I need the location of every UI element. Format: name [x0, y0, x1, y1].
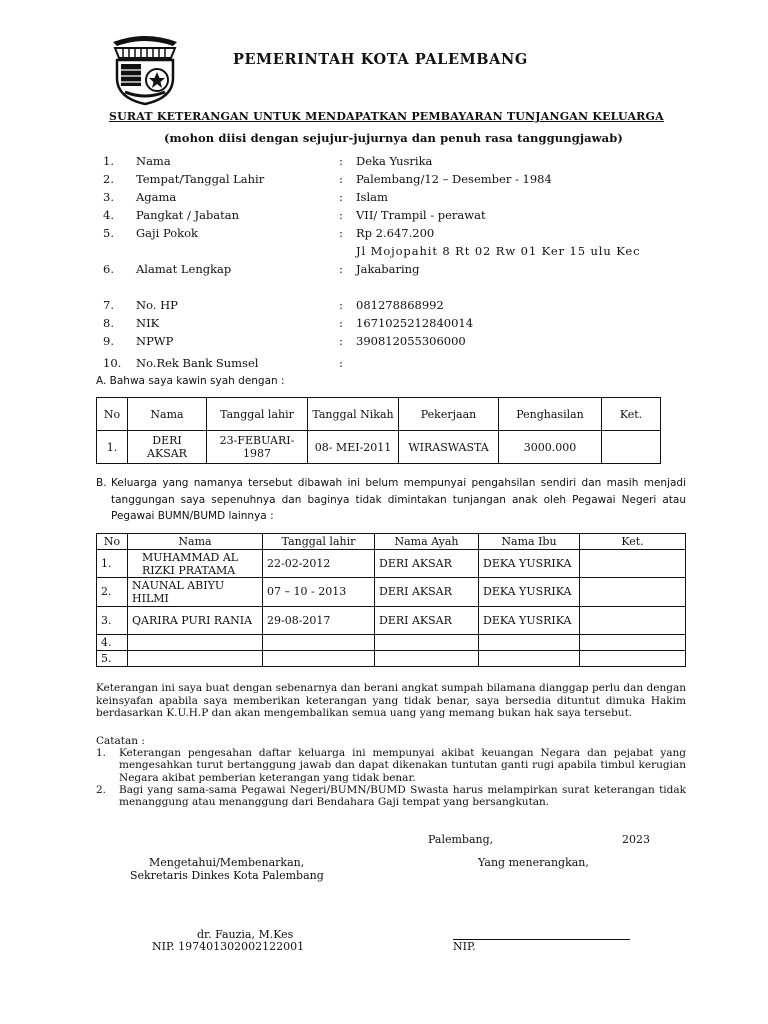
field-colon: :	[339, 316, 343, 330]
organization-name: PEMERINTAH KOTA PALEMBANG	[233, 51, 528, 68]
cell-no: 5.	[97, 650, 128, 666]
field-value-alamat-line2: Jakabaring	[356, 262, 420, 276]
cell-tanggal-lahir: 22-02-2012	[263, 550, 375, 578]
table-row	[97, 634, 686, 650]
field-colon: :	[339, 334, 343, 348]
cell-ket	[580, 606, 686, 634]
cell-nama-ayah	[375, 634, 479, 650]
field-colon: :	[339, 172, 343, 186]
cell-tanggal-lahir: 07 – 10 - 2013	[263, 578, 375, 606]
cell-tanggal-lahir	[263, 650, 375, 666]
table-row	[97, 578, 686, 606]
declarant-title: Yang menerangkan,	[478, 856, 589, 869]
cell-tanggal-nikah: 08- MEI-2011	[308, 431, 399, 464]
cell-nama-ayah: DERI AKSAR	[375, 606, 479, 634]
cell-ket	[602, 431, 661, 464]
document-subtitle: (mohon diisi dengan sejujur-jujurnya dan penuh rasa tanggungjawab)	[164, 131, 623, 145]
header-pekerjaan: Pekerjaan	[399, 398, 499, 431]
field-value-agama: Islam	[356, 190, 388, 204]
note-item	[96, 784, 686, 809]
cell-nama	[128, 650, 263, 666]
field-number: 5.	[103, 226, 114, 240]
field-number: 1.	[103, 154, 114, 168]
field-value-no-hp: 081278868992	[356, 298, 444, 312]
cell-no: 2.	[97, 578, 128, 606]
cell-nama-ibu: DEKA YUSRIKA	[479, 606, 580, 634]
field-colon: :	[339, 298, 343, 312]
table-row	[97, 431, 661, 464]
cell-ket	[580, 578, 686, 606]
field-number: 10.	[103, 356, 122, 370]
field-value-tempat-tanggal-lahir: Palembang/12 – Desember - 1984	[356, 172, 552, 186]
cell-nama: QARIRA PURI RANIA	[128, 606, 263, 634]
cell-no: 3.	[97, 606, 128, 634]
children-table	[96, 533, 686, 667]
field-label-npwp: NPWP	[136, 334, 174, 348]
declarant-nip: NIP.	[453, 940, 476, 953]
cell-nama: NAUNAL ABIYU HILMI	[128, 578, 263, 606]
field-colon: :	[339, 262, 343, 276]
note-item	[96, 747, 686, 784]
cell-ket	[580, 634, 686, 650]
field-value-alamat-line1: Jl Mojopahit 8 Rt 02 Rw 01 Ker 15 ulu Kec	[356, 244, 641, 258]
note-number: 2.	[96, 784, 107, 796]
header-tanggal-lahir: Tanggal lahir	[207, 398, 308, 431]
cell-tanggal-lahir: 29-08-2017	[263, 606, 375, 634]
header-nama-ayah: Nama Ayah	[375, 534, 479, 550]
cell-nama: MUHAMMAD AL RIZKI PRATAMA	[128, 550, 263, 578]
field-label-no-rek: No.Rek Bank Sumsel	[136, 356, 259, 370]
field-value-gaji-pokok: Rp 2.647.200	[356, 226, 435, 240]
cell-no: 4.	[97, 634, 128, 650]
palembang-city-emblem-logo	[107, 28, 183, 106]
field-label-agama: Agama	[136, 190, 177, 204]
field-number: 4.	[103, 208, 114, 222]
header-tanggal-lahir: Tanggal lahir	[263, 534, 375, 550]
statement-paragraph: Keterangan ini saya buat dengan sebenarnya dan berani angkat sumpah bilamana dianggap perlu dan dengan keinsyafan apabila saya memberikan keterangan yang tidak benar, saya bersedia dituntut dimuka Hakim berdasarkan K.U.H.P dan akan mengembalikan semua uang yang memang bukan hak saya tersebut.	[96, 682, 686, 720]
notes-heading: Catatan :	[96, 735, 145, 747]
section-b-marker: B.	[96, 477, 107, 489]
header-nama-ibu: Nama Ibu	[479, 534, 580, 550]
field-value-nik: 1671025212840014	[356, 316, 474, 330]
field-colon: :	[339, 190, 343, 204]
table-row	[97, 650, 686, 666]
approver-position: Sekretaris Dinkes Kota Palembang	[130, 869, 324, 882]
cell-nama-ayah	[375, 650, 479, 666]
cell-nama-ibu	[479, 634, 580, 650]
field-value-pangkat-jabatan: VII/ Trampil - perawat	[356, 208, 486, 222]
approver-name: dr. Fauzia, M.Kes	[197, 928, 294, 941]
cell-nama	[128, 634, 263, 650]
field-colon: :	[339, 356, 343, 370]
field-number: 3.	[103, 190, 114, 204]
cell-pekerjaan: WIRASWASTA	[399, 431, 499, 464]
header-no: No	[97, 398, 128, 431]
signature-place: Palembang,	[428, 833, 494, 846]
field-number: 7.	[103, 298, 114, 312]
cell-nama-ayah: DERI AKSAR	[375, 550, 479, 578]
field-value-nama: Deka Yusrika	[356, 154, 433, 168]
field-number: 8.	[103, 316, 114, 330]
note-text: Keterangan pengesahan daftar keluarga ini mempunyai akibat keuangan Negara dan pejabat yang mengesahkan turut bertanggung jawab dan dapat dikenakan tuntutan ganti rugi apabila timbul kerugian Negara akibat pemberian keterangan yang tidak benar.	[119, 747, 686, 784]
field-number: 2.	[103, 172, 114, 186]
cell-nama-ibu: DEKA YUSRIKA	[479, 578, 580, 606]
field-label-gaji-pokok: Gaji Pokok	[136, 226, 198, 240]
field-label-pangkat-jabatan: Pangkat / Jabatan	[136, 208, 240, 222]
cell-nama: DERI AKSAR	[128, 431, 207, 464]
header-ket: Ket.	[580, 534, 686, 550]
cell-ket	[580, 650, 686, 666]
table-row	[97, 606, 686, 634]
cell-nama-ibu: DEKA YUSRIKA	[479, 550, 580, 578]
field-colon: :	[339, 208, 343, 222]
approver-nip: NIP. 197401302002122001	[152, 940, 305, 953]
header-nama: Nama	[128, 534, 263, 550]
field-label-no-hp: No. HP	[136, 298, 178, 312]
document-title: SURAT KETERANGAN UNTUK MENDAPATKAN PEMBAYARAN TUNJANGAN KELUARGA	[109, 110, 664, 123]
header-nama: Nama	[128, 398, 207, 431]
field-number: 6.	[103, 262, 114, 276]
header-ket: Ket.	[602, 398, 661, 431]
section-a-heading: A. Bahwa saya kawin syah dengan :	[96, 375, 285, 387]
signature-line	[453, 939, 630, 940]
table-row	[97, 550, 686, 578]
spouse-table	[96, 397, 661, 464]
cell-tanggal-lahir: 23-FEBUARI-1987	[207, 431, 308, 464]
section-b-text: Keluarga yang namanya tersebut dibawah ini belum mempunyai pengahsilan sendiri dan masih menjadi tanggungan saya sepenuhnya dan baginya tidak dimintakan tunjangan anak oleh Pegawai Negeri atau Pegawai BUMN/BUMD lainnya :	[111, 477, 686, 522]
cell-nama-ayah: DERI AKSAR	[375, 578, 479, 606]
cell-tanggal-lahir	[263, 634, 375, 650]
field-label-nik: NIK	[136, 316, 160, 330]
header-penghasilan: Penghasilan	[499, 398, 602, 431]
header-tanggal-nikah: Tanggal Nikah	[308, 398, 399, 431]
header-no: No	[97, 534, 128, 550]
field-colon: :	[339, 226, 343, 240]
note-number: 1.	[96, 747, 107, 759]
cell-no: 1.	[97, 550, 128, 578]
note-text: Bagi yang sama-sama Pegawai Negeri/BUMN/BUMD Swasta harus melampirkan surat keterangan tidak menanggung atau menanggung dari Bendahara Gaji tempat yang bersangkutan.	[119, 784, 686, 809]
signature-year: 2023	[622, 833, 650, 846]
field-colon: :	[339, 154, 343, 168]
cell-ket	[580, 550, 686, 578]
field-value-npwp: 390812055306000	[356, 334, 466, 348]
cell-nama-ibu	[479, 650, 580, 666]
field-label-tempat-tanggal-lahir: Tempat/Tanggal Lahir	[136, 172, 265, 186]
field-number: 9.	[103, 334, 114, 348]
cell-penghasilan: 3000.000	[499, 431, 602, 464]
cell-no: 1.	[97, 431, 128, 464]
field-label-alamat-lengkap: Alamat Lengkap	[136, 262, 232, 276]
field-label-nama: Nama	[136, 154, 171, 168]
approver-title: Mengetahui/Membenarkan,	[149, 856, 305, 869]
